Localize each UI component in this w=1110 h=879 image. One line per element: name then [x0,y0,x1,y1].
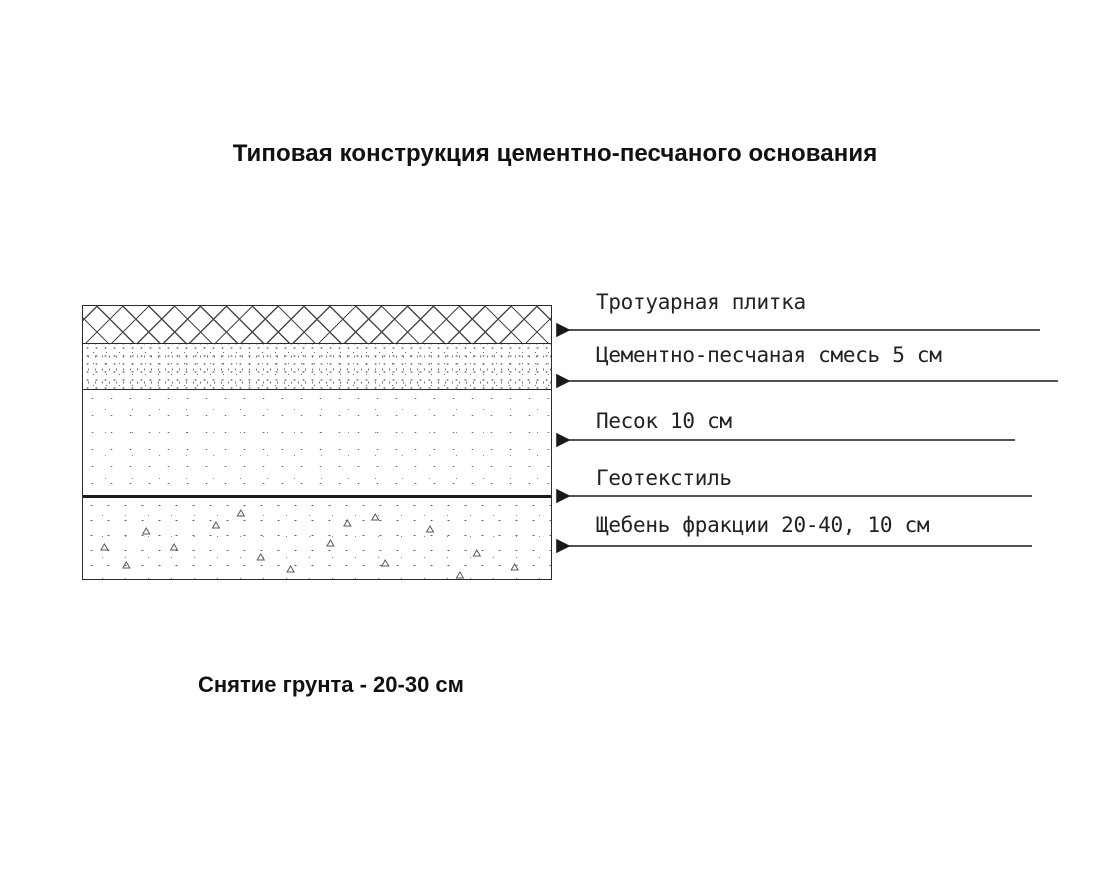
callout-label-cement-sand-mix: Цементно-песчаная смесь 5 см [596,343,942,367]
layer-cement-sand-mix [83,344,551,390]
soil-removal-note: Снятие грунта - 20-30 см [198,672,464,697]
page-title: Типовая конструкция цементно-песчаного основания [232,140,878,167]
callout-label-paving-tiles: Тротуарная плитка [596,290,806,314]
pavement-cross-section [82,305,552,580]
callout-label-geotextile: Геотекстиль [596,466,732,490]
callout-label-crushed-stone: Щебень фракции 20-40, 10 см [596,513,930,537]
layer-sand [83,390,551,495]
layer-paving-tiles [83,306,551,344]
layer-crushed-stone [83,498,551,579]
callout-label-sand: Песок 10 см [596,409,732,433]
